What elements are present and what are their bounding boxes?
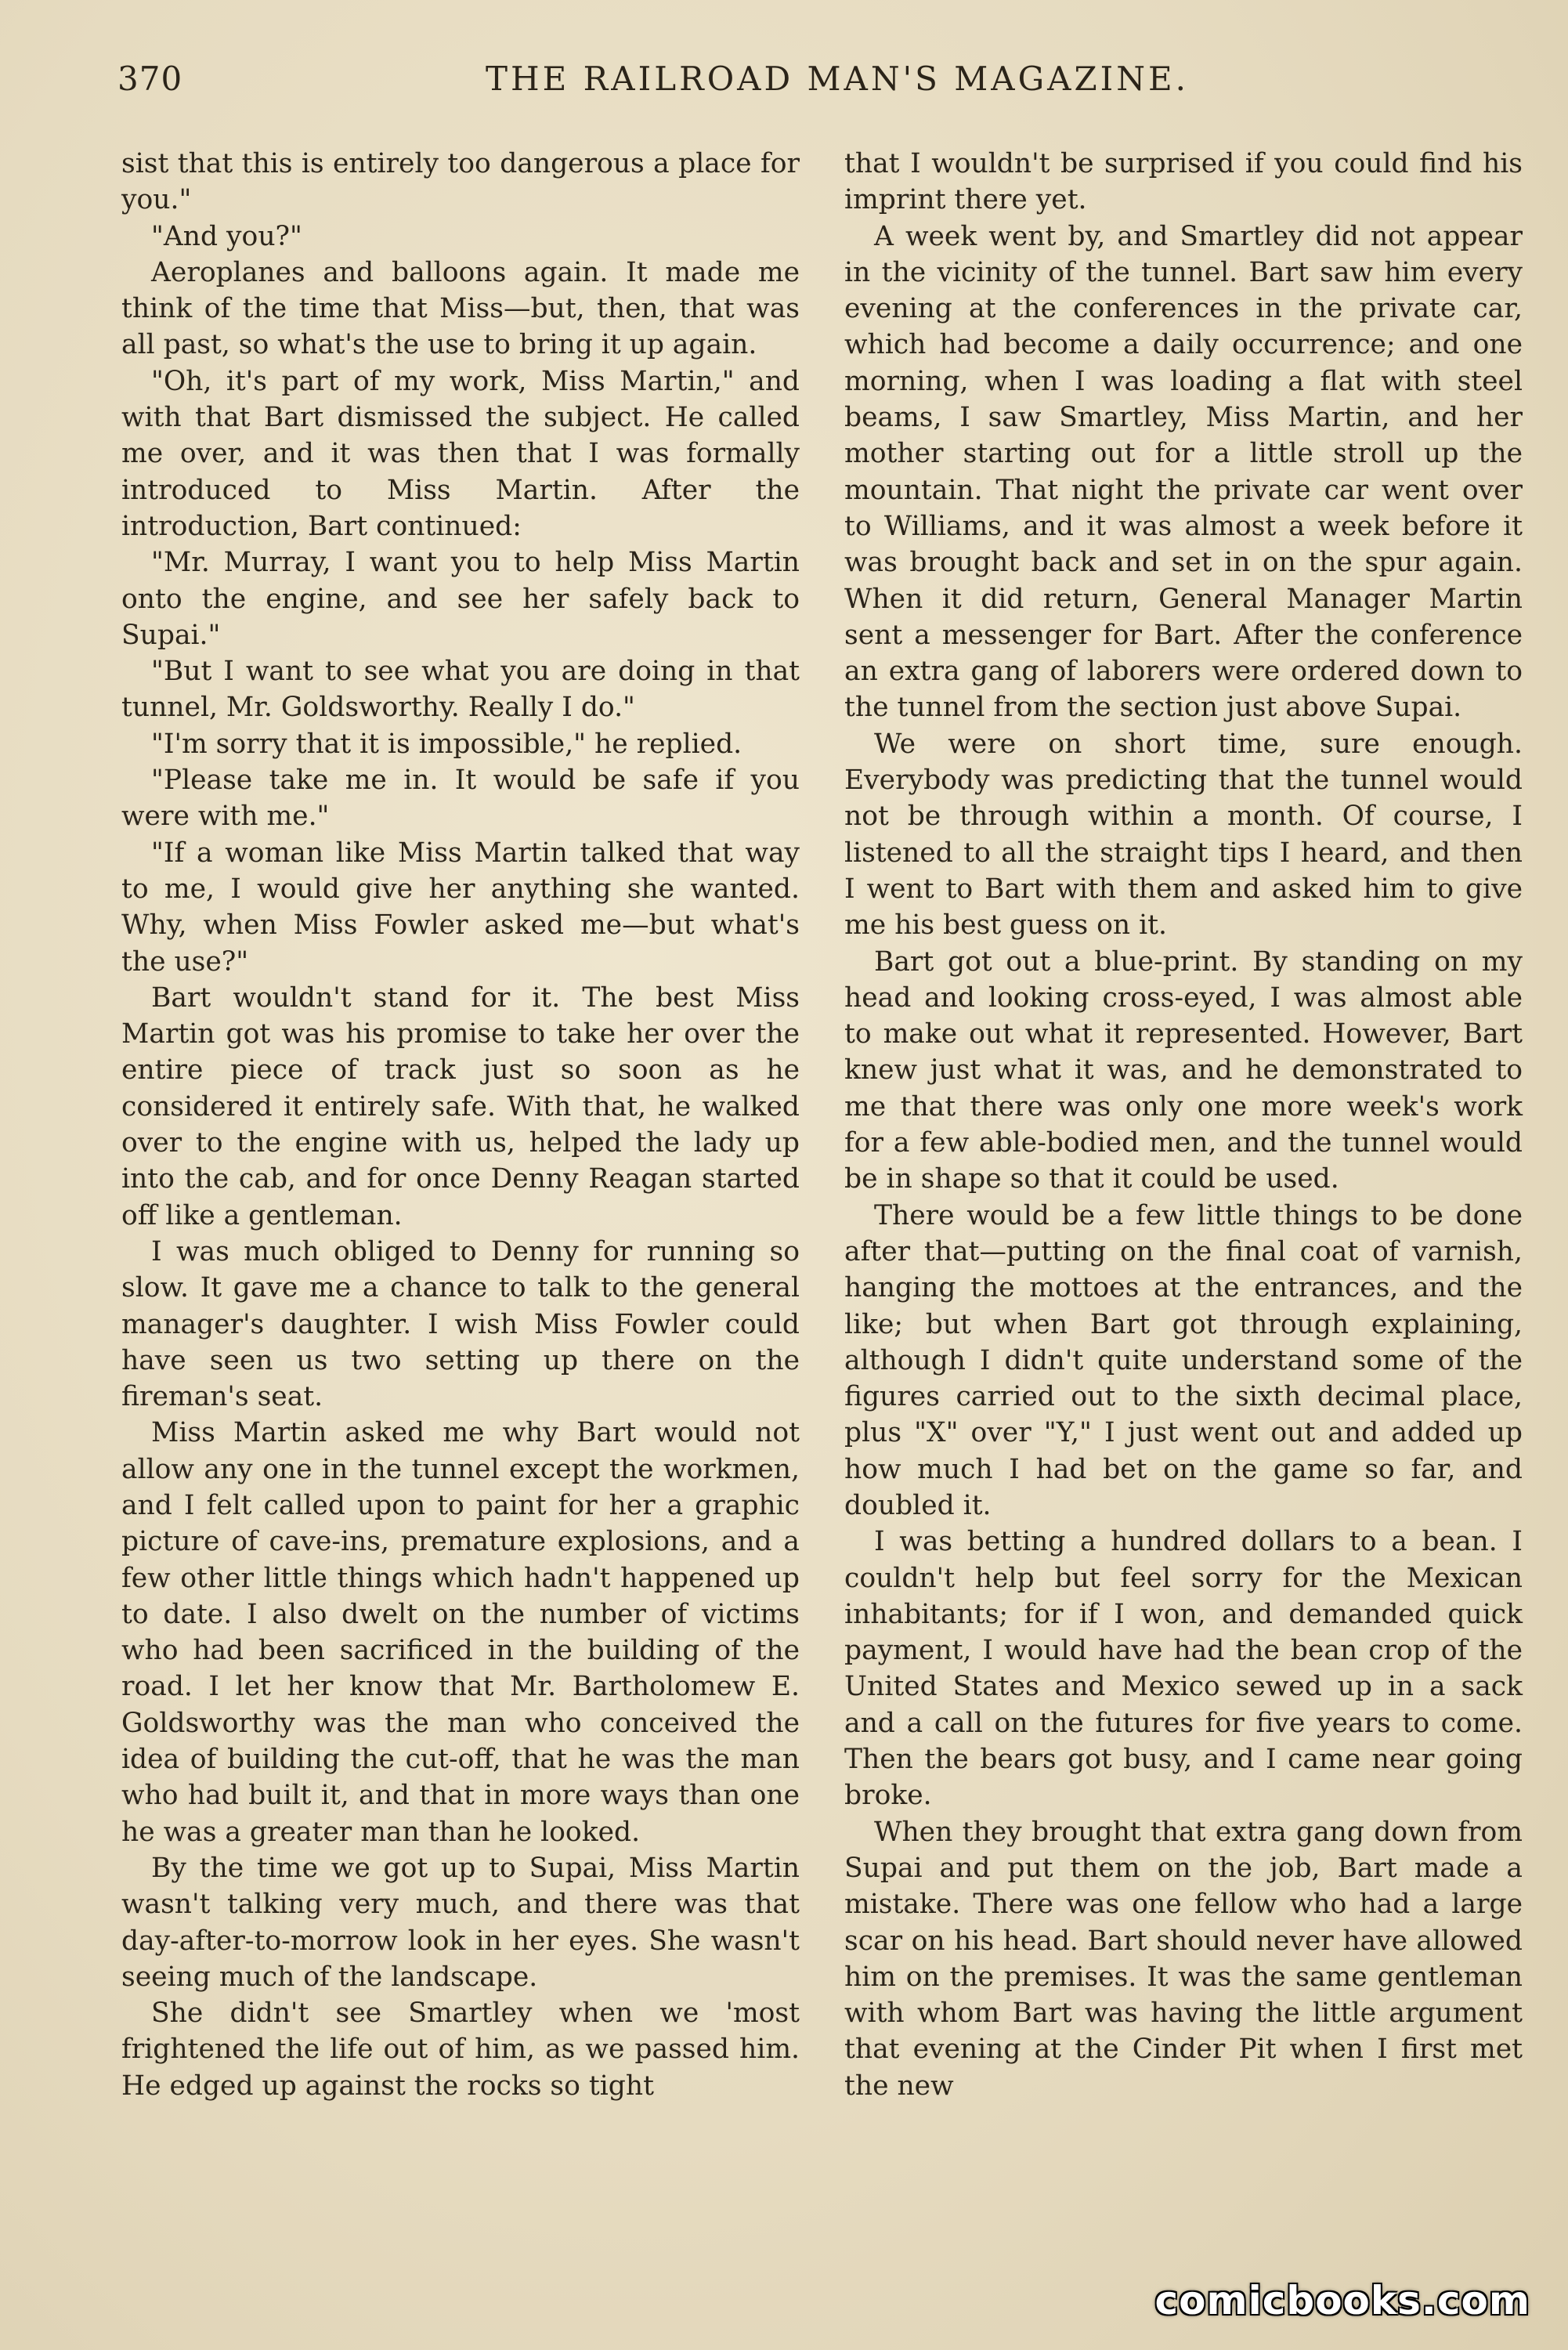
paragraph: Aeroplanes and balloons again. It made me think of the time that Miss—but, then, that was all past, so what's the use to bring it up again. [121, 256, 800, 361]
running-title: THE RAILROAD MAN'S MAGAZINE. [486, 60, 1190, 98]
paragraph: I was much obliged to Denny for running so slow. It gave me a chance to talk to the general manager's daughter. I wish Miss Fowler could have seen us two setting up there on the fireman's seat. [121, 1235, 800, 1413]
paragraph: "If a woman like Miss Martin talked that way to me, I would give her anything she wanted. Why, when Miss Fowler asked me—but what's the use?" [121, 837, 800, 978]
paragraph: Bart got out a blue-print. By standing on my head and looking cross-eyed, I was almost able to make out what it represented. However, Bart knew just what it was, and he demonstrated to me that there was only one more week's work for a few able-bodied men, and the tunnel would be in shape so that it could be used. [844, 945, 1523, 1195]
paragraph: I was betting a hundred dollars to a bean. I couldn't help but feel sorry for the Mexican inhabitants; for if I won, and demanded quick payment, I would have had the bean crop of the United States and Mexico sewed up in a sack and a call on the futures for five years to come. Then the bears got busy, and I came near going broke. [844, 1526, 1523, 1812]
site-watermark: comicbooks.com [1154, 2278, 1530, 2323]
paragraph: "Oh, it's part of my work, Miss Martin," and with that Bart dismissed the subject. He called me over, and it was then that I was formally introduced to Miss Martin. After the introduction, Bart continued: [121, 365, 800, 542]
page-header [117, 53, 1521, 108]
paragraph: "Mr. Murray, I want you to help Miss Martin onto the engine, and see her safely back to Supai." [121, 547, 800, 651]
paragraph: Bart wouldn't stand for it. The best Miss Martin got was his promise to take her over the entire piece of track just so soon as he considered it entirely safe. With that, he walked over to the engine with us, helped the lady up into the cab, and for once Denny Reagan started off like a gentleman. [121, 982, 800, 1231]
paragraph: She didn't see Smartley when we 'most frightened the life out of him, as we passed him. He edged up against the rocks so tight [121, 1998, 800, 2102]
page-number: 370 [117, 60, 183, 98]
paragraph: By the time we got up to Supai, Miss Martin wasn't talking very much, and there was that day-after-to-morrow look in her eyes. She wasn't seeing much of the landscape. [121, 1852, 800, 1993]
paragraph: "Please take me in. It would be safe if you were with me." [121, 765, 800, 833]
paragraph: that I wouldn't be surprised if you could find his imprint there yet. [844, 148, 1523, 216]
paragraph: "I'm sorry that it is impossible," he replied. [151, 728, 742, 760]
paragraph: When they brought that extra gang down from Supai and put them on the job, Bart made a mistake. There was one fellow who had a large scar on his head. Bart should never have allowed him on the premises. It was the same gentleman with whom Bart was having the little argument that evening at the Cinder Pit when I first met the new [844, 1816, 1523, 2102]
left-column [121, 146, 800, 2104]
paragraph: sist that this is entirely too dangerous a place for you." [121, 148, 800, 216]
paragraph: "But I want to see what you are doing in that tunnel, Mr. Goldsworthy. Really I do." [121, 656, 800, 724]
paragraph: "And you?" [151, 220, 302, 252]
paragraph: There would be a few little things to be done after that—putting on the final coat of varnish, hanging the mottoes at the entrances, and the like; but when Bart got through explaining, although I didn't quite understand some of the figures carried out to the sixth decimal place, plus "X" over "Y," I just went out and added up how much I had bet on the game so far, and doubled it. [844, 1199, 1523, 1521]
right-column [844, 146, 1523, 2104]
paragraph: A week went by, and Smartley did not appear in the vicinity of the tunnel. Bart saw him every evening at the conferences in the private car, which had become a daily occurrence; and one morning, when I was loading a flat with steel beams, I saw Smartley, Miss Martin, and her mother starting out for a little stroll up the mountain. That night the private car went over to Williams, and it was almost a week before it was brought back and set in on the spur again. When it did return, General Manager Martin sent a messenger for Bart. After the conference an extra gang of laborers were ordered down to the tunnel from the section just above Supai. [844, 220, 1523, 724]
paragraph: Miss Martin asked me why Bart would not allow any one in the tunnel except the workmen, and I felt called upon to paint for her a graphic picture of cave-ins, premature explosions, and a few other little things which hadn't happened up to date. I also dwelt on the number of victims who had been sacrificed in the building of the road. I let her know that Mr. Bartholomew E. Goldsworthy was the man who conceived the idea of building the cut-off, that he was the man who had built it, and that in more ways than one he was a greater man than he looked. [121, 1417, 800, 1848]
paragraph: We were on short time, sure enough. Everybody was predicting that the tunnel would not be through within a month. Of course, I listened to all the straight tips I heard, and then I went to Bart with them and asked him to give me his best guess on it. [844, 728, 1523, 942]
